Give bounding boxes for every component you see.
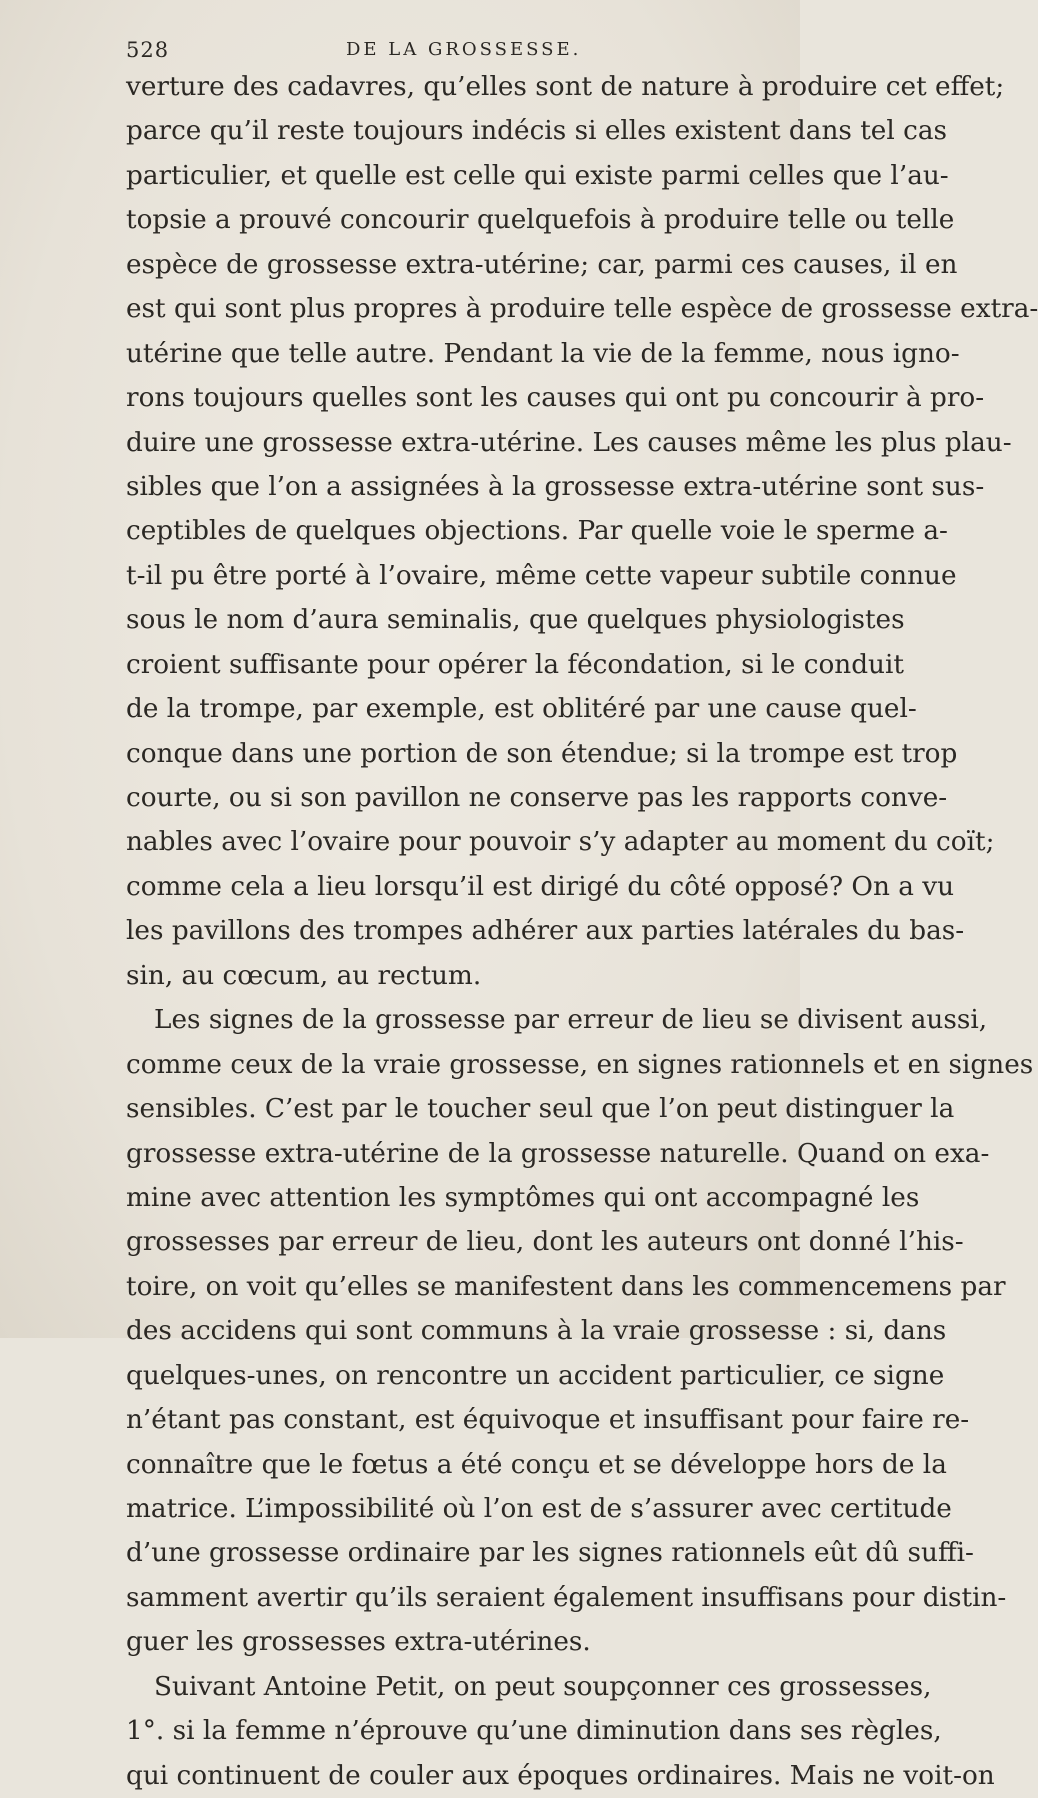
- text-line: comme ceux de la vraie grossesse, en signes rationnels et en signes: [126, 1049, 1034, 1080]
- text-line: nables avec l’ovaire pour pouvoir s’y adapter au moment du coït;: [126, 827, 995, 858]
- paragraph-start-line: Suivant Antoine Petit, on peut soupçonner ces grossesses,: [154, 1671, 932, 1702]
- paragraph-start-line: Les signes de la grossesse par erreur de lieu se divisent aussi,: [154, 1005, 988, 1036]
- text-line: utérine que telle autre. Pendant la vie de la femme, nous igno-: [126, 338, 960, 369]
- text-line: croient suffisante pour opérer la fécondation, si le conduit: [126, 649, 904, 680]
- body-text: [126, 65, 1038, 1798]
- text-line: particulier, et quelle est celle qui existe parmi celles que l’au-: [126, 160, 949, 191]
- text-line: quelques-unes, on rencontre un accident particulier, ce signe: [126, 1360, 945, 1391]
- text-line: d’une grossesse ordinaire par les signes rationnels eût dû suffi-: [126, 1538, 974, 1569]
- text-line: comme cela a lieu lorsqu’il est dirigé du côté opposé? On a vu: [126, 871, 955, 902]
- text-line: topsie a prouvé concourir quelquefois à produire telle ou telle: [126, 205, 955, 236]
- text-line: grossesse extra-utérine de la grossesse naturelle. Quand on exa-: [126, 1138, 990, 1169]
- text-line: n’étant pas constant, est équivoque et insuffisant pour faire re-: [126, 1405, 970, 1436]
- text-line: duire une grossesse extra-utérine. Les causes même les plus plau-: [126, 427, 1012, 458]
- text-line: conque dans une portion de son étendue; si la trompe est trop: [126, 738, 958, 769]
- text-line: sous le nom d’aura seminalis, que quelques physiologistes: [126, 605, 905, 636]
- text-line: grossesses par erreur de lieu, dont les auteurs ont donné l’his-: [126, 1227, 964, 1258]
- text-line: mine avec attention les symptômes qui ont accompagné les: [126, 1182, 920, 1213]
- text-line: rons toujours quelles sont les causes qui ont pu concourir à pro-: [126, 383, 985, 414]
- page-header: [126, 38, 766, 68]
- text-line: matrice. L’impossibilité où l’on est de s’assurer avec certitude: [126, 1494, 952, 1524]
- text-line: espèce de grossesse extra-utérine; car, parmi ces causes, il en: [126, 249, 958, 280]
- text-line: qui continuent de couler aux époques ordinaires. Mais ne voit-on: [126, 1760, 995, 1791]
- text-line: courte, ou si son pavillon ne conserve pas les rapports conve-: [126, 783, 948, 813]
- text-line: sibles que l’on a assignées à la grossesse extra-utérine sont sus-: [126, 471, 985, 502]
- text-line: sensibles. C’est par le toucher seul que l’on peut distinguer la: [126, 1094, 955, 1125]
- text-line: des accidens qui sont communs à la vraie grossesse : si, dans: [126, 1316, 947, 1347]
- page-number: 528: [126, 38, 170, 62]
- text-line: verture des cadavres, qu’elles sont de nature à produire cet effet;: [126, 72, 1005, 102]
- running-title: DE LA GROSSESSE.: [346, 39, 582, 60]
- text-line: connaître que le fœtus a été conçu et se développe hors de la: [126, 1449, 947, 1480]
- text-line: parce qu’il reste toujours indécis si elles existent dans tel cas: [126, 116, 948, 147]
- paragraph-end-line: guer les grossesses extra-utérines.: [126, 1627, 591, 1658]
- text-line: les pavillons des trompes adhérer aux parties latérales du bas-: [126, 916, 965, 947]
- text-line: est qui sont plus propres à produire telle espèce de grossesse extra-: [126, 294, 1038, 325]
- text-line: samment avertir qu’ils seraient également insuffisans pour distin-: [126, 1582, 1007, 1613]
- text-line: toire, on voit qu’elles se manifestent dans les commencemens par: [126, 1271, 1006, 1302]
- text-line: 1°. si la femme n’éprouve qu’une diminution dans ses règles,: [126, 1716, 942, 1747]
- text-line: de la trompe, par exemple, est oblitéré par une cause quel-: [126, 694, 917, 725]
- text-line: ceptibles de quelques objections. Par quelle voie le sperme a-: [126, 516, 948, 547]
- text-line: t-il pu être porté à l’ovaire, même cette vapeur subtile connue: [126, 560, 957, 591]
- paragraph-end-line: sin, au cœcum, au rectum.: [126, 960, 482, 991]
